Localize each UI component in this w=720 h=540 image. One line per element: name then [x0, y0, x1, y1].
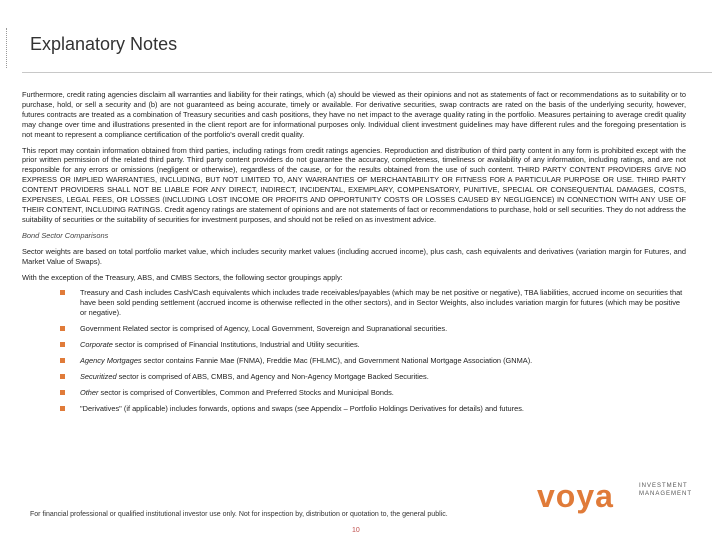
- bullet-square-icon: [60, 390, 65, 395]
- paragraph-sector-weights: Sector weights are based on total portfolio market value, which includes security market values (including accrued income), plus cash, cash equivalents and derivatives (variation margin for Futures, and Market Value of Swaps).: [22, 246, 686, 266]
- bullet-square-icon: [60, 374, 65, 379]
- logo-subtitle-line-2: MANAGEMENT: [639, 491, 693, 497]
- notes-body: [22, 90, 686, 420]
- list-item-text: Government Related sector is comprised of Agency, Local Government, Sovereign and Supranational securities.: [80, 324, 448, 334]
- list-item: [60, 388, 686, 398]
- voya-logo: [537, 474, 712, 514]
- list-item-lead: Corporate: [80, 340, 113, 350]
- bullet-square-icon: [60, 406, 65, 411]
- sector-list: [22, 288, 686, 413]
- logo-wordmark: voya: [537, 478, 614, 514]
- list-item: [60, 288, 686, 318]
- paragraph-sector-groupings: With the exception of the Treasury, ABS, and CMBS Sectors, the following sector groupings apply:: [22, 272, 343, 282]
- list-item-text: sector is comprised of Convertibles, Common and Preferred Stocks and Municipal Bonds.: [98, 387, 394, 397]
- list-item: [60, 356, 686, 366]
- list-item-lead: Other: [80, 387, 99, 397]
- footer-disclaimer: For financial professional or qualified institutional investor use only. Not for inspection by, distribution or quotation to, the general public.: [30, 511, 448, 518]
- list-item-lead: Agency Mortgages: [80, 355, 142, 365]
- paragraph-ratings-disclaimer: Furthermore, credit rating agencies disclaim all warranties and liability for their ratings, which (a) should be viewed as their opinions and not as statements of fact or recommendations as to suitability or to purchase, hold, or sell a security and (b) are not guaranteed as being accurate, timely or available. For derivative securities, swap contracts are rated on the basis of the underlying security, however, futures contracts are treated as a combination of Treasury securities and cash positions, they have no net impact to the average quality rating in the portfolio. Measures pertaining to average credit quality may change over time and illustrations presented in the client report are for informational purposes only. Individual client investment guidelines may have different rules and the foregoing presentation is not meant to represent a compliance certification of the portfolio's overall credit quality.: [22, 90, 686, 139]
- title-divider: [22, 72, 712, 73]
- list-item: [60, 372, 686, 382]
- bullet-square-icon: [60, 342, 65, 347]
- list-item: [60, 404, 686, 414]
- list-item-text: Treasury and Cash includes Cash/Cash equivalents which includes trade receivables/payables (which may be net positive or negative), TBA liabilities, accrued income on securities that have been sold pending settlement (accrued income is otherwise reflected in the other sectors), and in Sector Weights, also includes variation margin for futures (which may be positive or negative).: [80, 288, 683, 318]
- list-item: [60, 340, 686, 350]
- page-title: Explanatory Notes: [30, 34, 178, 54]
- list-item: [60, 324, 686, 334]
- bullet-square-icon: [60, 290, 65, 295]
- logo-subtitle: [639, 482, 692, 498]
- bullet-square-icon: [60, 358, 65, 363]
- logo-subtitle-line-1: INVESTMENT: [639, 483, 688, 489]
- bullet-square-icon: [60, 326, 65, 331]
- left-dotted-rule: [6, 28, 7, 68]
- paragraph-third-party: This report may contain information obtained from third parties, including ratings from credit ratings agencies. Reproduction and distribution of third party content in any form is prohibited except with the prior written permission of the related third party. Third party content providers do not guarantee the accuracy, completeness, timeliness or availability of any information, including ratings, and are not responsible for any errors or omissions (negligent or otherwise), regardless of the cause, or for the results obtained from the use of such content. THIRD PARTY CONTENT PROVIDERS GIVE NO EXPRESS OR IMPLIED WARRANTIES, INCLUDING, BUT NOT LIMITED TO, ANY WARRANTIES OF MERCHANTABILITY OR FITNESS FOR A PARTICULAR PURPOSE OR USE. THIRD PARTY CONTENT PROVIDERS SHALL NOT BE LIABLE FOR ANY DIRECT, INDIRECT, INCIDENTAL, EXEMPLARY, COMPENSATORY, PUNITIVE, SPECIAL OR CONSEQUENTIAL DAMAGES, COSTS, EXPENSES, LEGAL FEES, OR LOSSES (INCLUDING LOST INCOME OR PROFITS AND OPPORTUNITY COSTS OR LOSSES CAUSED BY NEGLIGENCE) IN CONNECTION WITH ANY USE OF THEIR CONTENT, INCLUDING RATINGS. Credit agency ratings are statement of opinions and are not statements of fact or recommendations to purchase, hold or sell securities. They do not address the suitability of securities or the suitability of securities for investment purposes, and should not be relied on as investment advice.: [22, 145, 686, 224]
- list-item-text: sector is comprised of ABS, CMBS, and Agency and Non-Agency Mortgage Backed Securities.: [116, 371, 429, 381]
- list-item-text: "Derivatives" (if applicable) includes forwards, options and swaps (see Appendix – Portfolio Holdings Derivatives for details) and futures.: [80, 403, 524, 413]
- page-number: 10: [352, 527, 360, 534]
- list-item-text: sector is comprised of Financial Institutions, Industrial and Utility securities.: [112, 340, 360, 350]
- section-subhead: Bond Sector Comparisons: [22, 230, 109, 240]
- list-item-lead: Securitized: [80, 371, 117, 381]
- list-item-text: sector contains Fannie Mae (FNMA), Freddie Mac (FHLMC), and Government National Mortgage Association (GNMA).: [141, 355, 533, 365]
